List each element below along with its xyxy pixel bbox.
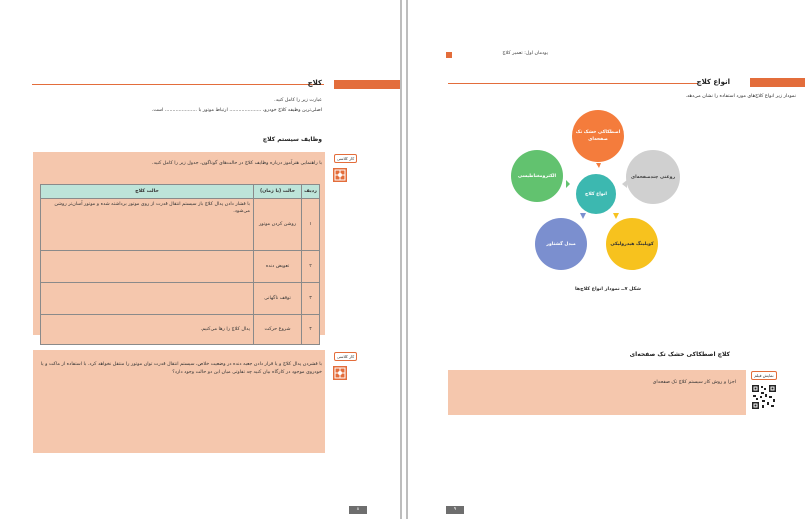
section-rule — [448, 83, 698, 84]
section-rule — [32, 84, 324, 85]
table-row — [41, 283, 320, 315]
table-row — [41, 199, 320, 251]
row-state: روشن کردن موتور — [254, 199, 302, 251]
header-marker — [446, 52, 452, 58]
figure-caption: شکل ۷ــ نمودار انواع کلاچ‌ها — [575, 287, 641, 292]
section-title: انواع کلاچ — [696, 78, 730, 86]
right-page — [408, 0, 805, 519]
node-wet-multi-plate: روغنی چندصفحه‌ای — [626, 150, 680, 204]
fill-sentence: اصلی‌ترین وظیفه کلاچ خودرو، ..................... ارتباط موتور با ..................... است. — [151, 108, 322, 113]
row-state: توقف ناگهانی — [254, 283, 302, 315]
table-row — [41, 251, 320, 283]
activity-intro: با راهنمایی هنرآموز درباره وظایف کلاچ در حالت‌های گوناگون، جدول زیر را کامل کنید. — [152, 161, 322, 166]
activity2-tag: کار کلاسی — [334, 352, 357, 361]
col-state: حالت (یا زمان) — [254, 185, 302, 199]
row-number: ۱ — [302, 199, 320, 251]
instruction: عبارت زیر را کامل کنید. — [274, 98, 322, 103]
activity-tag: کار کلاسی — [334, 154, 357, 163]
row-number: ۴ — [302, 315, 320, 345]
qr-code-icon[interactable] — [751, 384, 777, 410]
row-clutch[interactable]: با فشار دادن پدال کلاچ باز سیستم انتقال قدرت از روی موتور برداشته شده و موتور آسان‌تر روشن می‌شود. — [41, 199, 254, 251]
activity2-icon — [333, 366, 347, 380]
row-number: ۲ — [302, 251, 320, 283]
node-dry-single-plate: اصطکاکی خشک تک صفحه‌ای — [572, 110, 624, 162]
arrow-icon — [566, 180, 570, 188]
row-state: تعویض دنده — [254, 251, 302, 283]
subsection-title: وظایف سیستم کلاچ — [262, 136, 322, 143]
row-clutch[interactable]: پدال کلاچ را رها می‌کنیم. — [41, 315, 254, 345]
node-electromagnetic: الکترومغناطیسی — [511, 150, 563, 202]
arrow-icon — [580, 213, 586, 219]
gutter-left — [400, 0, 402, 519]
arrow-icon — [613, 213, 619, 219]
diagram-intro: نمودار زیر انواع کلاچ‌های مورد استفاده را نشان می‌دهد. — [685, 94, 796, 99]
activity2-text: با فشردن پدال کلاچ و یا قرار دادن جعبه دنده در وضعیت خلاص، سیستم انتقال قدرت توان موتور را منتقل نخواهد کرد. با استفاده از ماکت و یا خودروی موجود در کارگاه بیان کنید چه تفاوتی میان این دو حالت وجود دارد؟ — [40, 362, 322, 375]
film-text: اجزا و روش کار سیستم کلاچ تک صفحه‌ای — [652, 380, 736, 385]
col-row: ردیف — [302, 185, 320, 199]
node-hydraulic-coupling: کوپلینگ هیدرولیکی — [606, 218, 658, 270]
film-panel — [448, 370, 746, 415]
left-page — [0, 0, 400, 519]
running-header: پودمان اول: تعمیر کلاچ — [502, 51, 548, 56]
page-number: ۹ — [446, 506, 464, 514]
arrow-icon — [596, 163, 601, 168]
row-clutch[interactable] — [41, 283, 254, 315]
node-torque-converter: مبدل گشتاور — [535, 218, 587, 270]
activity-icon — [333, 168, 347, 182]
section-title: کلاچ — [307, 79, 322, 87]
clutch-states-table — [40, 184, 320, 345]
page-number: ۸ — [349, 506, 367, 514]
subsection-title: کلاچ اصطکاکی خشک تک صفحه‌ای — [629, 351, 730, 358]
section-marker — [750, 78, 805, 87]
film-tag: نمایش فیلم — [751, 371, 777, 380]
section-marker — [334, 80, 400, 89]
table-row — [41, 315, 320, 345]
col-clutch: حالت کلاچ — [41, 185, 254, 199]
node-center: انواع کلاچ — [574, 172, 618, 216]
row-clutch[interactable] — [41, 251, 254, 283]
row-state: شروع حرکت — [254, 315, 302, 345]
row-number: ۳ — [302, 283, 320, 315]
